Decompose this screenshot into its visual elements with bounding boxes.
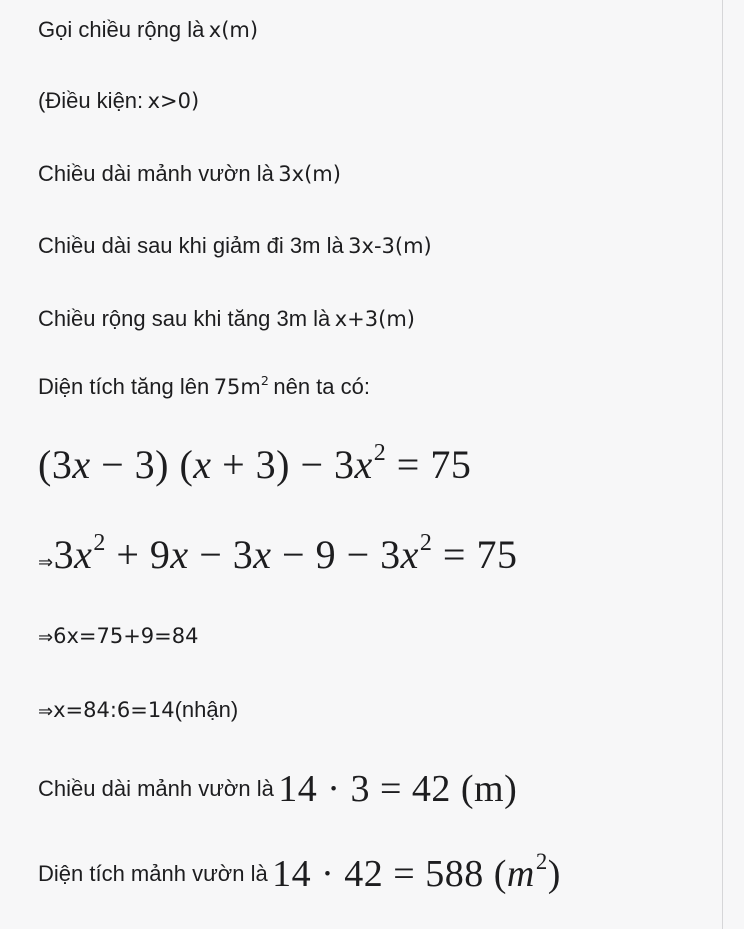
- implies-arrow: ⇒: [38, 552, 54, 573]
- equation-1: [38, 440, 472, 487]
- line-math: 3x-3(m): [348, 234, 432, 258]
- eq-part: 3: [53, 532, 75, 577]
- page-right-border: [722, 0, 723, 929]
- math-base: 75m: [213, 375, 261, 399]
- result-math: [272, 848, 561, 895]
- math-var: m: [506, 853, 535, 895]
- equation-2: [38, 530, 518, 577]
- line-math: [214, 375, 269, 399]
- line-math: x(m): [208, 18, 259, 42]
- step-4: [38, 699, 238, 721]
- line-text: Diện tích tăng lên: [38, 374, 210, 399]
- eq-part: + 9: [105, 532, 171, 577]
- eq-exponent: 2: [373, 440, 387, 466]
- eq-var-x: x: [74, 532, 93, 577]
- line-text: Chiều rộng sau khi tăng 3m là: [38, 306, 331, 331]
- line-math: 3x(m): [278, 162, 341, 186]
- step-note: (nhận): [174, 697, 239, 722]
- eq-exponent: 2: [419, 530, 433, 556]
- eq-part: − 9 − 3: [271, 532, 401, 577]
- line-math: x+3(m): [334, 307, 415, 331]
- result-text: Diện tích mảnh vườn là: [38, 861, 268, 886]
- implies-arrow: ⇒: [38, 627, 54, 648]
- eq-part: − 3: [188, 532, 254, 577]
- eq-part: − 3) (: [90, 442, 194, 487]
- eq-var-x: x: [253, 532, 272, 577]
- line-math: x>0): [147, 89, 200, 113]
- eq-var-x: x: [400, 532, 419, 577]
- step-math: 6x=75+9=84: [53, 624, 199, 648]
- step-3: [38, 626, 198, 647]
- eq-var-x: x: [170, 532, 189, 577]
- math-part: 14 · 42 = 588 (: [272, 853, 507, 895]
- implies-arrow: ⇒: [38, 701, 54, 722]
- line-width-definition: [38, 19, 258, 41]
- eq-exponent: 2: [93, 530, 106, 556]
- eq-part: = 75: [386, 442, 472, 487]
- line-area-increase: [38, 373, 370, 399]
- eq-part: = 75: [432, 532, 518, 577]
- result-math: 14 · 3 = 42 (m): [278, 768, 518, 810]
- line-text-after: nên ta có:: [273, 374, 370, 399]
- eq-var-x: x: [193, 442, 212, 487]
- eq-var-x: x: [354, 442, 373, 487]
- line-length-after-decrease: [38, 235, 432, 257]
- result-area: [38, 848, 561, 895]
- result-text: Chiều dài mảnh vườn là: [38, 776, 274, 801]
- line-width-after-increase: [38, 308, 415, 330]
- math-exponent: 2: [535, 848, 548, 874]
- math-exponent: 2: [260, 373, 269, 389]
- step-math: x=84:6=14: [53, 698, 175, 722]
- line-text: Gọi chiều rộng là: [38, 17, 205, 42]
- line-text: Chiều dài mảnh vườn là: [38, 161, 274, 186]
- eq-part: + 3) − 3: [211, 442, 355, 487]
- math-part: ): [547, 853, 561, 895]
- eq-part: (3: [38, 442, 73, 487]
- eq-var-x: x: [72, 442, 91, 487]
- line-length-definition: [38, 163, 341, 185]
- line-condition: [38, 90, 199, 112]
- line-text: Chiều dài sau khi giảm đi 3m là: [38, 233, 344, 258]
- line-text: (Điều kiện:: [38, 88, 144, 113]
- result-length: [38, 770, 517, 808]
